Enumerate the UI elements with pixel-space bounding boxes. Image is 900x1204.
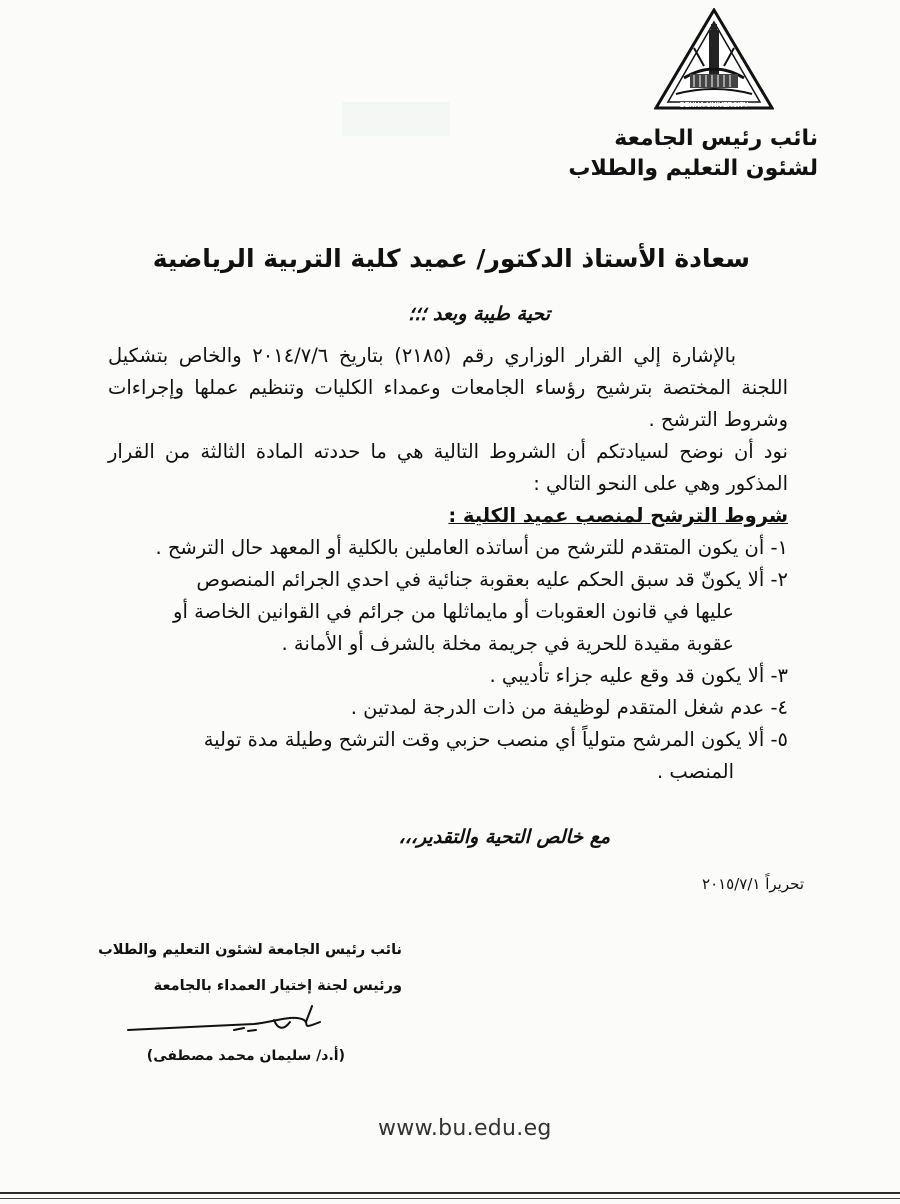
letter-date: تحريراً ٢٠١٥/٧/١ — [702, 875, 804, 893]
condition-4: ٤- عدم شغل المتقدم لوظيفة من ذات الدرجة لمدتين . — [350, 696, 788, 719]
issuing-office — [568, 124, 818, 184]
recipient-line: سعادة الأستاذ الدكتور/ عميد كلية التربية الرياضية — [152, 244, 750, 273]
paragraph-reference: بالإشارة إلي القرار الوزاري رقم (٢١٨٥) بتاريخ ٢٠١٤/٧/٦ والخاص بتشكيل اللجنة المختصة بترشيح رؤساء الجامعات وعمداء الكليات وتنظيم عملها وإجراءات وشروط الترشح . — [108, 344, 788, 431]
letter-body — [108, 340, 788, 788]
office-line-2: لشئون التعليم والطلاب — [568, 156, 818, 181]
condition-3: ٣- ألا يكون قد وقع عليه جزاء تأديبي . — [489, 664, 788, 687]
university-logo — [654, 8, 774, 116]
faint-stamp-area — [342, 102, 450, 136]
condition-2-cont-a: عليها في قانون العقوبات أو مايماثلها من جرائم في القوانين الخاصة أو — [173, 600, 734, 623]
greeting: تحية طيبة وبعد ؛؛؛ — [408, 303, 550, 325]
signatory-title-1: نائب رئيس الجامعة لشئون التعليم والطلاب — [98, 942, 402, 958]
signatory-title-2: ورئيس لجنة إختيار العمداء بالجامعة — [153, 978, 402, 994]
condition-2: ٢- ألا يكونّ قد سبق الحكم عليه بعقوبة جنائية في احدي الجرائم المنصوص — [196, 568, 788, 591]
condition-1: ١- أن يكون المتقدم للترشح من أساتذه العاملين بالكلية أو المعهد حال الترشح . — [155, 536, 788, 559]
signatory-name: (أ.د/ سليمان محمد مصطفى) — [146, 1048, 345, 1064]
office-line-1: نائب رئيس الجامعة — [614, 126, 818, 151]
page-edge-line — [0, 1192, 900, 1194]
svg-text:BENHA UNIVERSITY: BENHA UNIVERSITY — [679, 102, 749, 109]
condition-2-cont-b: عقوبة مقيدة للحرية في جريمة مخلة بالشرف أو الأمانة . — [281, 632, 734, 655]
condition-5-cont: المنصب . — [657, 760, 734, 783]
footer-website: www.bu.edu.eg — [378, 1116, 552, 1141]
conditions-heading: شروط الترشح لمنصب عميد الكلية : — [448, 504, 788, 527]
closing-salutation: مع خالص التحية والتقدير،،، — [398, 826, 610, 848]
handwritten-signature — [124, 1000, 344, 1040]
page-edge-line-2 — [0, 1198, 900, 1199]
signature-title-block — [98, 932, 402, 1004]
condition-5: ٥- ألا يكون المرشح متولياً أي منصب حزبي وقت الترشح وطيلة مدة تولية — [203, 728, 788, 751]
paragraph-intro: نود أن نوضح لسيادتكم أن الشروط التالية هي ما حددته المادة الثالثة من القرار المذكور وهي على النحو التالي : — [108, 440, 788, 495]
